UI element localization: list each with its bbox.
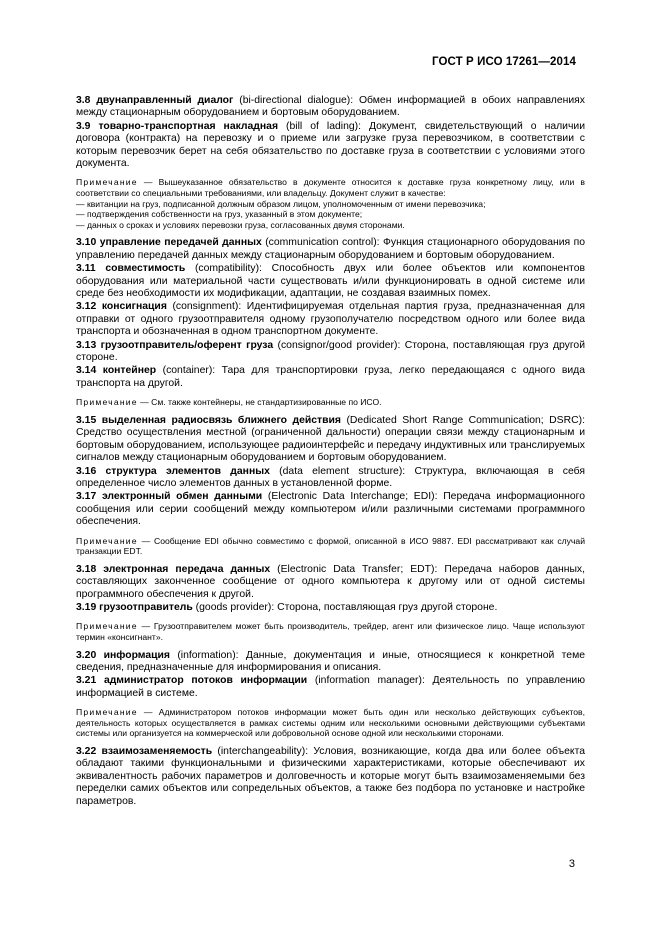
term-entry [76,121,585,171]
term-number: 3.10 [76,237,97,249]
note [76,536,585,557]
note-label: Примечание [76,397,138,408]
term-definition: : Деятельность по управлению информацией в системе. [76,675,586,699]
term-definition: : Данные, документация и иные, относящиеся к конкретной теме сведения, предназначенные для информирования и описания. [76,649,585,673]
note-label: Примечание [76,535,138,546]
term-number: 3.16 [76,465,97,477]
note-list-item: — квитанции на груз, подписанной должным образом лицом, уполномоченным от имени перевозчика; [76,198,486,209]
term-name: грузоотправитель/оферент груза [100,339,274,351]
term-entry [76,301,585,338]
term-number: 3.14 [76,365,97,377]
term-entry [76,95,585,120]
term-english: (bi-directional dialogue) [239,95,351,106]
term-name: электронная передача данных [103,563,271,575]
term-entry [76,746,585,808]
note-text: — Грузоотправителем может быть производитель, трейдер, агент или физическое лицо. Чаще используют термин «консигнант». [76,621,585,642]
term-definition: : Тара для транспортировки груза, легко передающаяся с одного вида транспорта на другой. [76,365,586,389]
term-number: 3.20 [76,649,97,661]
term-english: (Electronic Data Transfer; EDT) [277,563,435,575]
term-entry [76,365,585,390]
term-english: (consignment) [172,301,239,313]
note-list-item: — данных о сроках и условиях перевозки груза, согласованных двумя сторонами. [76,219,405,230]
note-label: Примечание [76,707,138,718]
term-number: 3.12 [76,301,97,313]
term-english: (interchangeability) [217,745,306,757]
note-text: — Администратором потоков информации может быть один или несколько действующих субъектов, деятельность которых осуществляется в рамках системы одним или несколькими основными действующими субъектами системы или организуется на коммерческой или добровольной основе одной или несколькими сторонами. [76,707,585,739]
term-english: (information manager) [314,675,422,687]
term-entry [76,340,585,365]
page-number: 3 [568,858,575,870]
term-name: администратор потоков информации [103,675,308,687]
note-text: — Сообщение EDI обычно совместимо с формой, описанной в ИСО 9887. EDI рассматривают как случай транзакции EDT. [76,535,585,557]
term-definition: : Обмен информацией в обоих направлениях между стационарным оборудованием и бортовым оборудованием. [76,95,586,119]
note [76,397,585,408]
term-definition: : Передача информационного сообщения или серии сообщений между компьютером и/или различными системами программного обеспечения. [76,491,585,528]
term-entry [76,650,585,675]
term-definition: : Функция стационарного оборудования по управлению передачей данных между стационарным оборудованием и бортовым оборудованием. [76,237,586,261]
term-number: 3.15 [76,414,97,426]
term-entry [76,415,585,465]
term-english: (bill of lading) [286,120,359,132]
term-number: 3.8 [76,95,91,106]
term-name: двунаправленный диалог [96,95,234,106]
term-entry [76,466,585,491]
term-number: 3.9 [76,120,91,132]
term-entry [76,237,585,262]
term-definition: : Условия, возникающие, когда два или более объекта обладают такими функциональными и физическими характеристиками, которые обеспечивают их эквивалентность рабочих параметров и долговечность и которые могут быть взаимозаменяемыми без переделки самих объектов или сопредельных объектов, а также без подбора по установке и настройке параметров. [76,745,586,807]
term-english: (data element structure) [279,465,403,477]
term-number: 3.22 [76,745,97,757]
term-name: совместимость [105,263,186,275]
note-text: — См. также контейнеры, не стандартизированные по ИСО. [137,397,382,408]
term-english: (Dedicated Short Range Communication; DSRC) [346,414,583,426]
term-entry [76,564,585,601]
term-english: (Electronic Data Interchange; EDI) [267,491,435,503]
term-definition: : Идентифицируемая отдельная партия груза, предназначенная для отправки от одного грузоотправителя одному грузополучателю посредством одного или более вида транспорта и обозначенная в одном транспортном документе. [76,301,585,338]
term-english: (goods provider) [195,601,272,613]
term-english: (container) [162,365,213,377]
term-name: информация [103,649,170,661]
term-number: 3.18 [76,563,97,575]
term-number: 3.21 [76,675,97,687]
term-name: консигнация [101,301,167,313]
note-label: Примечание [76,621,138,632]
term-name: контейнер [102,365,157,377]
term-entry [76,675,585,700]
note-text: — Вышеуказанное обязательство в документе относится к доставке груза конкретному лицу, или в соответствии со специальными требованиями, или владельцу. Документ служит в качестве: [76,177,585,199]
term-name: выделенная радиосвязь ближнего действия [101,414,341,426]
term-entry [76,263,585,300]
term-definition: : Передача наборов данных, составляющих законченное сообщение от одного компьютера к другому или от одной системы программного обеспечения к другой. [76,563,586,600]
term-name: взаимозаменяемость [101,745,213,757]
document-body [76,95,585,809]
term-definition: : Средство осуществления местной (ограниченной дальности) операции связи между стационарным и бортовым оборудованием, использующее радиоинтерфейс и передачу индуктивных или транслируемых сигналов между стационарным оборудованием и бортовым оборудованием. [76,414,585,464]
term-definition: : Способность двух или более объектов или компонентов оборудования или материальной части существовать и/или функционировать в одной системе или среде без необходимости их модификации, адаптации, не создавая взаимных помех. [76,263,585,300]
term-name: структура элементов данных [105,465,270,477]
term-name: грузоотправитель [99,601,193,613]
note [76,177,585,230]
term-number: 3.11 [76,263,96,275]
term-english: (consignor/good provider) [277,339,398,351]
term-definition: : Сторона, поставляющая груз другой стороне. [271,601,498,613]
term-number: 3.13 [76,339,97,351]
term-definition: : Сторона, поставляющая груз другой стороне. [76,339,586,364]
term-english: (communication control) [265,237,377,249]
note [76,621,585,642]
note-label: Примечание [76,177,138,188]
standard-header: ГОСТ Р ИСО 17261—2014 [431,56,576,68]
term-name: управление передачей данных [99,237,262,249]
note-list-item: — подтверждения собственности на груз, указанный в этом документе; [76,209,363,220]
term-number: 3.17 [76,491,97,503]
term-name: товарно-транспортная накладная [98,120,279,132]
term-name: электронный обмен данными [101,491,263,503]
term-english: (information) [177,649,236,661]
term-number: 3.19 [76,601,97,613]
note [76,707,585,739]
term-entry [76,491,585,528]
term-entry [76,602,585,614]
term-definition: : Структура, включающая в себя определенное число элементов данных в установленной форме. [76,465,586,489]
term-definition: : Документ, свидетельствующий о наличии договора (контракта) на перевозку и о приеме или загрузке груза перевозчиком, в соответствии с которым перевозчик берет на себя обязательство по доставке груза в соответствии с условиями этого документа. [76,120,585,170]
term-english: (compatibility) [194,263,260,275]
